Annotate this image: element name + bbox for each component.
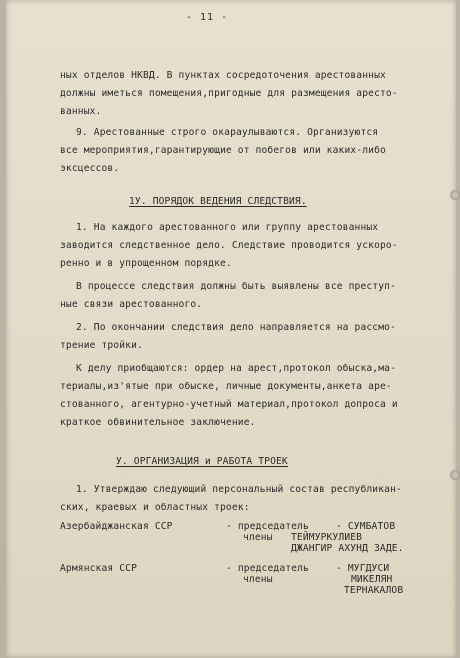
paragraph-line: ских, краевых и областных троек: bbox=[60, 502, 250, 513]
paragraph-line: краткое обвинительное заключение. bbox=[60, 417, 256, 428]
paragraph-line: В процессе следствия должны быть выявлены все преступ- bbox=[76, 281, 396, 292]
paragraph-line: стованного, агентурно-учетный материал,протокол допроса и bbox=[60, 399, 398, 410]
members-label: члены bbox=[243, 574, 273, 585]
paragraph-line: 1. Утверждаю следующий персональный состав республикан- bbox=[76, 484, 402, 495]
republic-name: Армянская ССР bbox=[60, 563, 138, 574]
paragraph-line: трение тройки. bbox=[60, 340, 143, 351]
paragraph-line: ных отделов НКВД. В пунктах сосредоточения арестованных bbox=[60, 70, 386, 81]
member-name: ТЕЙМУРКУЛИЕВ bbox=[291, 532, 363, 543]
punch-hole bbox=[450, 470, 460, 480]
paragraph-line: должны иметься помещения,пригодные для размещения аресто- bbox=[60, 88, 398, 99]
paragraph-line: 2. По окончании следствия дело направляется на рассмо- bbox=[76, 322, 396, 333]
paragraph-line: заводится следственное дело. Следствие проводится ускоро- bbox=[60, 240, 398, 251]
paragraph-line: К делу приобщаются: ордер на арест,протокол обыска,ма- bbox=[76, 363, 396, 374]
chair-label: - председатель bbox=[226, 521, 309, 532]
document-page bbox=[6, 0, 456, 658]
paragraph-line: териалы,из'ятые при обыске, личные документы,анкета аре- bbox=[60, 381, 392, 392]
paragraph-line: ные связи арестованного. bbox=[60, 299, 203, 310]
section-heading: 1У. ПОРЯДОК ВЕДЕНИЯ СЛЕДСТВИЯ. bbox=[129, 196, 307, 207]
member-name: ДЖАНГИР АХУНД ЗАДЕ. bbox=[291, 543, 404, 554]
chair-name: - МУГДУСИ bbox=[336, 563, 390, 574]
republic-name: Азербайджанская ССР bbox=[60, 521, 173, 532]
punch-hole bbox=[450, 190, 460, 200]
paragraph-line: 9. Арестованные строго окараулываются. Организуются bbox=[76, 127, 379, 138]
member-name: ТЕРНАКАЛОВ bbox=[344, 585, 404, 596]
paragraph-line: эксцессов. bbox=[60, 163, 120, 174]
members-label: члены bbox=[243, 532, 273, 543]
page-number: - 11 - bbox=[186, 12, 229, 23]
paragraph-line: 1. На каждого арестованного или группу арестованных bbox=[76, 222, 379, 233]
chair-label: - председатель bbox=[226, 563, 309, 574]
member-name: МИКЕЛЯН bbox=[351, 574, 393, 585]
paragraph-line: ренно и в упрощенном порядке. bbox=[60, 258, 232, 269]
paragraph-line: все мероприятия,гарантирующие от побегов или каких-либо bbox=[60, 145, 386, 156]
chair-name: - СУМБАТОВ bbox=[336, 521, 396, 532]
paragraph-line: ванных. bbox=[60, 106, 102, 117]
section-heading: У. ОРГАНИЗАЦИЯ и РАБОТА ТРОЕК bbox=[116, 456, 288, 467]
